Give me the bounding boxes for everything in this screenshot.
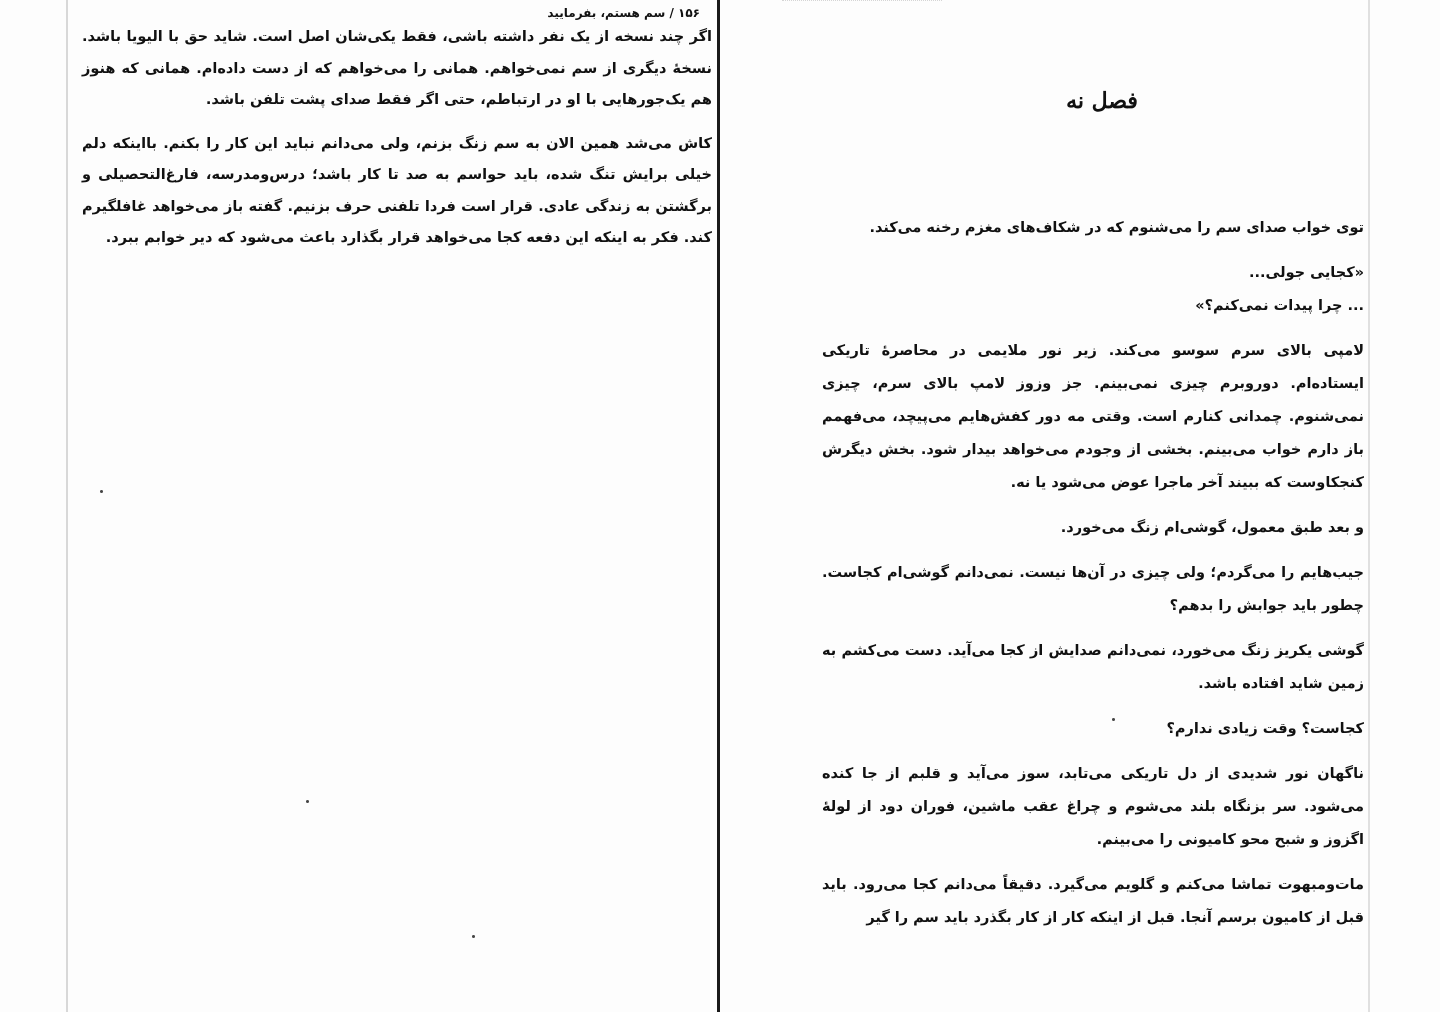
scan-speck: [100, 490, 103, 493]
paragraph: کاش می‌شد همین الان به سم زنگ بزنم، ولی می‌دانم نباید این کار را بکنم. بااینکه دلم خیلی برایش تنگ شده، باید حواسم به صد تا کار باشد؛ درس‌ومدرسه، فارغ‌التحصیلی و برگشتن به زندگی عادی. قرار است فردا تلفنی حرف بزنیم. گفته باز می‌خواهد غافلگیرم کند. فکر به اینکه این دفعه کجا می‌خواهد قرار بگذارد باعث می‌شود که دیر خوابم ببرد.: [82, 135, 712, 246]
left-page-edge: [66, 0, 68, 1012]
left-page: [70, 0, 715, 1012]
paragraph: اگر چند نسخه از یک نفر داشته باشی، فقط یکی‌شان اصل است. شاید حق با الیویا باشد. نسخهٔ دیگری از سم نمی‌خواهم. همانی را می‌خواهم که از دست داده‌ام. همانی که هنوز هم یک‌جورهایی با او در ارتباطم، حتی اگر فقط صدای پشت تلفن باشد.: [82, 29, 712, 108]
paragraph: کجاست؟ وقت زیادی ندارم؟: [1166, 721, 1364, 737]
paragraph: ... چرا پیدات نمی‌کنم؟»: [1195, 298, 1364, 314]
paragraph: «کجایی جولی...: [1248, 265, 1364, 281]
scan-speck: [472, 935, 475, 938]
book-gutter: [717, 0, 720, 1012]
paragraph: توی خواب صدای سم را می‌شنوم که در شکاف‌های مغزم رخنه می‌کند.: [869, 220, 1364, 236]
running-head: ۱۵۶ / سم هستم، بفرمایید: [547, 6, 700, 20]
chapter-title: فصل نه: [1066, 88, 1138, 114]
paragraph: و بعد طبق معمول، گوشی‌ام زنگ می‌خورد.: [1060, 520, 1364, 536]
scan-speck: [306, 800, 309, 803]
right-page-edge: [1368, 0, 1370, 1012]
paragraph: گوشی یکریز زنگ می‌خورد، نمی‌دانم صدایش از کجا می‌آید. دست می‌کشم به زمین شاید افتاده باشد.: [822, 643, 1364, 692]
right-page: [722, 0, 1368, 1012]
left-page-body: [82, 22, 712, 255]
paragraph: جیب‌هایم را می‌گردم؛ ولی چیزی در آن‌ها نیست. نمی‌دانم گوشی‌ام کجاست. چطور باید جوابش را بدهم؟: [822, 565, 1364, 614]
paragraph: ناگهان نور شدیدی از دل تاریکی می‌تابد، سوز می‌آید و قلبم از جا کنده می‌شود. سر بزنگاه بلند می‌شوم و چراغ عقب ماشین، فوران دود از لولهٔ اگزوز و شبح محو کامیونی را می‌بینم.: [822, 766, 1364, 848]
faint-running-head: [782, 0, 942, 8]
scan-speck: [1112, 718, 1115, 721]
paragraph: لامپی بالای سرم سوسو می‌کند. زیر نور ملایمی در محاصرهٔ تاریکی ایستاده‌ام. دوروبرم چیزی نمی‌بینم. جز وزوز لامپ بالای سرم، چیزی نمی‌شنوم. چمدانی کنارم است. وقتی مه دور کفش‌هایم می‌پیچد، می‌فهمم باز دارم خواب می‌بینم. بخشی از وجودم می‌خواهد بیدار شود. بخش دیگرش کنجکاوست که ببیند آخر ماجرا عوض می‌شود یا نه.: [822, 343, 1364, 491]
right-page-body: [822, 212, 1364, 935]
paragraph: مات‌ومبهوت تماشا می‌کنم و گلویم می‌گیرد. دقیقاً می‌دانم کجا می‌رود. باید قبل از کامیون برسم آنجا. قبل از اینکه کار از کار بگذرد باید سم را گیر: [822, 877, 1364, 926]
